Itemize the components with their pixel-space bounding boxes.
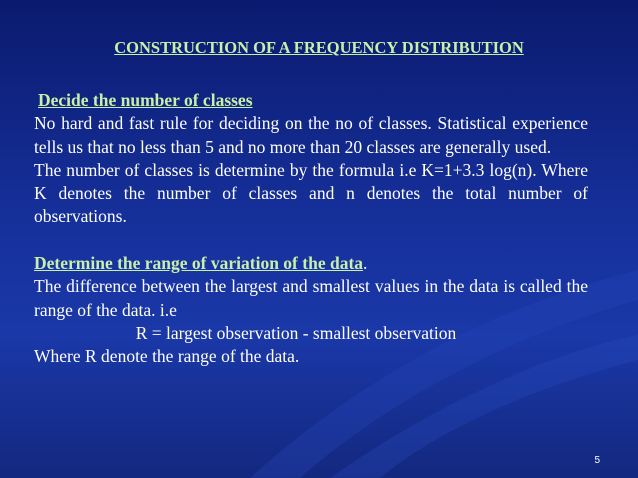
heading-suffix: . (363, 253, 368, 274)
paragraph-range-definition: The difference between the largest and smallest values in the data is called the range of the data. i.e (34, 276, 588, 320)
paragraph-classes-rule: No hard and fast rule for deciding on the no of classes. Statistical experience tells us that no less than 5 and no more than 20 classes are generally used. (34, 113, 588, 157)
range-formula: R = largest observation - smallest observation (135, 322, 457, 343)
page-number: 5 (594, 455, 600, 466)
paragraph-classes-formula: The number of classes is determine by the formula i.e K=1+3.3 log(n). Where K denotes the number of classes and n denotes the total number of observations. (34, 159, 588, 227)
section-heading-range-line (34, 252, 588, 275)
section-heading-range: Determine the range of variation of the data (34, 253, 364, 274)
slide-body (34, 89, 588, 369)
section-heading-classes: Decide the number of classes (38, 90, 253, 110)
slide-title: CONSTRUCTION OF A FREQUENCY DISTRIBUTION (114, 38, 524, 57)
paragraph-range-note: Where R denote the range of the data. (34, 346, 300, 367)
